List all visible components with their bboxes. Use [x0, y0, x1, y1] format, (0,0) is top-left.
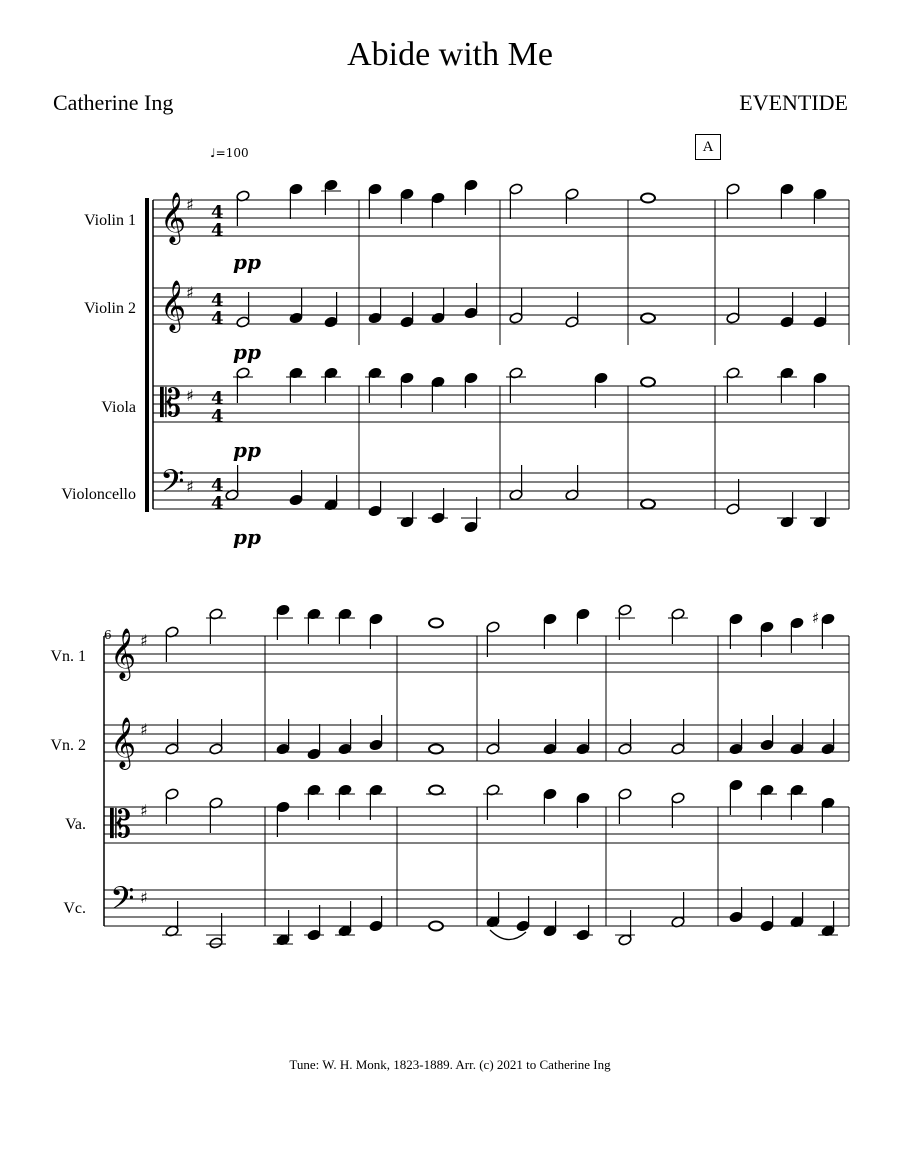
note [429, 922, 443, 931]
treble-clef-icon: 𝄞 [160, 280, 187, 331]
note [509, 312, 523, 324]
sharp-icon: ♯ [140, 720, 148, 739]
treble-clef-icon: 𝄞 [110, 717, 137, 768]
sharp-icon: ♯ [186, 386, 194, 405]
note [324, 179, 338, 191]
note [429, 745, 443, 754]
note [509, 183, 523, 195]
note [780, 316, 794, 328]
note [276, 801, 290, 813]
note [543, 788, 557, 800]
dynamic-violin1: pp [233, 250, 261, 274]
note [729, 613, 743, 625]
note [780, 183, 794, 195]
instrument-abbr-violin1: Vn. 1 [50, 648, 86, 665]
note [760, 920, 774, 932]
sharp-icon: ♯ [186, 477, 194, 496]
note [641, 194, 655, 203]
time-sig-num: 4 [211, 290, 224, 311]
note [729, 911, 743, 923]
note [576, 608, 590, 620]
rehearsal-mark: A [695, 134, 721, 160]
note [729, 743, 743, 755]
note [324, 316, 338, 328]
time-sig-num: 4 [211, 202, 224, 223]
instrument-name-cello: Violoncello [61, 486, 136, 503]
note [543, 743, 557, 755]
note [276, 604, 290, 616]
dynamic-viola: pp [233, 438, 261, 462]
note [729, 779, 743, 791]
note [307, 748, 321, 760]
instrument-abbr-viola: Va. [65, 816, 86, 833]
instrument-name-violin2: Violin 2 [84, 300, 136, 317]
tune-name: EVENTIDE [739, 90, 848, 115]
slur [490, 930, 526, 940]
alto-clef-icon: 𝄡 [110, 802, 132, 846]
system-bracket [145, 198, 149, 512]
sharp-icon: ♯ [140, 631, 148, 650]
treble-clef-icon: 𝄞 [110, 628, 137, 679]
time-sig-num: 4 [211, 475, 224, 496]
note [565, 316, 579, 328]
note [516, 920, 530, 932]
time-sig-den: 4 [211, 220, 224, 241]
note [813, 316, 827, 328]
instrument-abbr-violin2: Vn. 2 [50, 737, 86, 754]
bass-clef-icon: 𝄢 [160, 463, 185, 507]
note [726, 312, 740, 324]
note [594, 372, 608, 384]
note [726, 503, 740, 515]
note [618, 743, 632, 755]
sharp-icon: ♯ [186, 283, 194, 302]
tempo-marking: ♩=100 [210, 146, 249, 160]
copyright-footer: Tune: W. H. Monk, 1823-1889. Arr. (c) 2021 to Catherine Ing [289, 1057, 611, 1072]
note [165, 788, 179, 800]
note [486, 743, 500, 755]
note [618, 604, 632, 616]
note [618, 934, 632, 946]
note [641, 378, 655, 387]
note [641, 500, 655, 509]
note [543, 613, 557, 625]
time-sig-den: 4 [211, 406, 224, 427]
note [726, 183, 740, 195]
note [486, 621, 500, 633]
sharp-icon: ♯ [140, 888, 148, 907]
note [618, 788, 632, 800]
note [576, 743, 590, 755]
note [565, 188, 579, 200]
note [464, 179, 478, 191]
note [400, 188, 414, 200]
note [813, 372, 827, 384]
time-sig-num: 4 [211, 388, 224, 409]
note [429, 619, 443, 628]
time-sig-den: 4 [211, 308, 224, 329]
note [289, 183, 303, 195]
note [821, 613, 835, 625]
note [641, 314, 655, 323]
dynamic-violin2: pp [233, 340, 261, 364]
note [368, 183, 382, 195]
note [790, 743, 804, 755]
note [209, 743, 223, 755]
composer-name: Catherine Ing [53, 90, 174, 115]
note [209, 937, 223, 949]
dynamic-cello: pp [233, 525, 261, 549]
note [813, 188, 827, 200]
instrument-abbr-cello: Vc. [63, 900, 86, 917]
note [236, 316, 250, 328]
note [671, 792, 685, 804]
bass-clef-icon: 𝄢 [110, 880, 135, 924]
note [276, 743, 290, 755]
note [431, 312, 445, 324]
note [338, 743, 352, 755]
note [289, 494, 303, 506]
note [790, 617, 804, 629]
time-sig-den: 4 [211, 493, 224, 514]
note [464, 307, 478, 319]
note [576, 792, 590, 804]
treble-clef-icon: 𝄞 [160, 192, 187, 243]
note [368, 505, 382, 517]
sharp-icon: ♯ [812, 609, 820, 627]
note [464, 372, 478, 384]
sharp-icon: ♯ [140, 801, 148, 820]
instrument-name-violin1: Violin 1 [84, 212, 136, 229]
measure-number: 6 [104, 628, 112, 642]
note [671, 743, 685, 755]
note [429, 786, 443, 795]
note [369, 739, 383, 751]
note [400, 316, 414, 328]
note [369, 920, 383, 932]
note [431, 192, 445, 204]
alto-clef-icon: 𝄡 [160, 381, 182, 425]
instrument-name-viola: Viola [101, 399, 136, 416]
note [369, 613, 383, 625]
note [464, 521, 478, 533]
note [400, 372, 414, 384]
note [543, 925, 557, 937]
note [289, 312, 303, 324]
sharp-icon: ♯ [186, 195, 194, 214]
note [368, 312, 382, 324]
note [760, 739, 774, 751]
note [760, 621, 774, 633]
note [821, 743, 835, 755]
score-title: Abide with Me [347, 36, 553, 73]
note [165, 743, 179, 755]
